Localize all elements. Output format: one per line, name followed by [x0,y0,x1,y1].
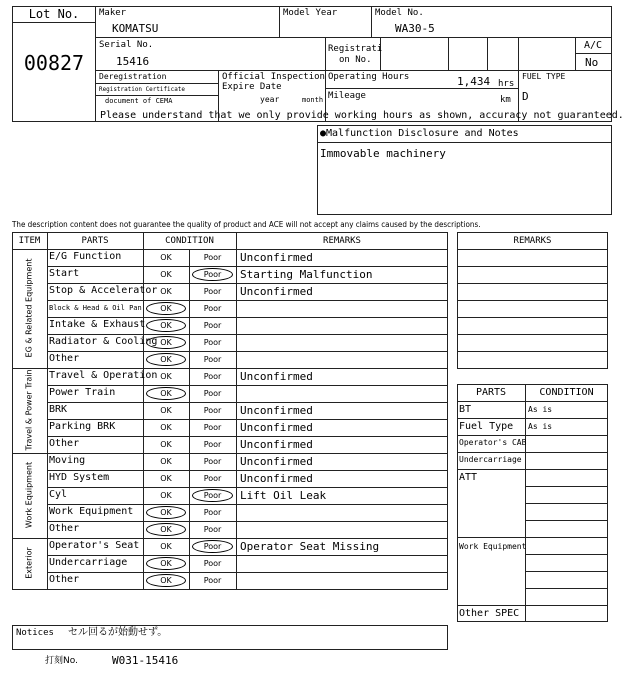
serial-no-label: Serial No. [99,40,154,50]
table-line [457,452,608,453]
table-line [47,470,448,471]
km-label: km [500,95,511,105]
ok-option: OK [160,253,172,262]
ok-option: OK [160,389,172,398]
group-label: EG & Related Equipment [24,258,34,357]
malfunction-text: Immovable machinery [320,147,446,160]
parts-header: PARTS [81,236,109,246]
poor-option: Poor [203,474,222,483]
remarks-text: Unconfirmed [240,472,313,485]
part-name: Parking BRK [49,421,116,432]
poor-option: Poor [203,389,222,398]
disclaimer: The description content does not guarantee the quality of product and ACE will not accept any claims caused by the descriptions. [12,220,481,229]
malfunction-title: ●Malfunction Disclosure and Notes [320,128,519,139]
table-line [525,554,608,555]
document-of-cema-label: document of CEMA [105,97,173,105]
ac-value: No [585,56,599,69]
engraving-value: W031-15416 [112,654,179,667]
table-line [47,300,448,301]
part-name: Travel & Operation [49,370,158,381]
mileage-label: Mileage [328,91,366,101]
part-name: Block & Head & Oil Pan [49,304,142,312]
ok-option: OK [160,270,172,279]
registration-certificate-label: Registration Certificate [99,85,185,93]
maker-label: Maker [99,8,127,18]
table-line [47,419,448,420]
table-line [47,266,448,267]
part-name: Intake & Exhaust [49,319,146,330]
pc-part-name: Other SPEC [459,608,520,619]
maker-value: KOMATSU [112,22,159,35]
remarks-text: Unconfirmed [240,438,313,451]
pc-part-name: ATT [459,472,478,483]
table-line [47,385,448,386]
ok-circle-mark [146,336,186,349]
table-line [457,351,608,352]
pc-part-name: Operator's CAB [459,438,527,447]
table-line [457,249,608,250]
part-name: Radiator & Cooling [49,336,158,347]
ok-option: OK [160,423,172,432]
table-line [47,487,448,488]
part-name: Moving [49,455,86,466]
ok-option: OK [160,304,172,313]
poor-option: Poor [203,491,222,500]
part-name: Cyl [49,489,68,500]
table-line [47,436,448,437]
fuel-type-value: D [522,90,529,103]
ok-option: OK [160,355,172,364]
working-hours-notice: Please understand that we only provide working hours as shown, accuracy not guaranteed. [100,110,624,121]
table-line [457,537,608,538]
poor-option: Poor [203,457,222,466]
remarks-text: Unconfirmed [240,251,313,264]
ok-option: OK [160,491,172,500]
part-name: Power Train [49,387,116,398]
table-line [525,588,608,589]
engraving-label: 打刻No. [45,656,78,666]
part-name: Operator's Seat [49,540,140,551]
table-line [47,402,448,403]
ok-option: OK [160,559,172,568]
poor-circle-mark [192,489,233,502]
notices-text: セル回るが始動せず。 [68,627,168,638]
ok-circle-mark [146,302,186,315]
remarks-text: Unconfirmed [240,370,313,383]
pc-condition-value: As is [528,422,553,431]
operating-hours-label: Operating Hours [328,72,410,82]
table-line [12,368,448,369]
registration-no-label-2: on No. [339,55,372,65]
table-line [457,334,608,335]
item-header: ITEM [18,236,41,246]
group-label: Work Equipment [24,461,34,528]
poor-option: Poor [203,423,222,432]
remarks-text: Starting Malfunction [240,268,373,281]
table-line [525,503,608,504]
part-name: BRK [49,404,68,415]
serial-no-value: 15416 [116,55,150,68]
poor-option: Poor [203,321,222,330]
poor-circle-mark [192,540,233,553]
ok-option: OK [160,321,172,330]
table-line [457,317,608,318]
month-label: month [302,96,324,104]
part-name: Other [49,574,80,585]
poor-option: Poor [203,338,222,347]
poor-option: Poor [203,525,222,534]
deregistration-label: Deregistration [99,72,167,81]
part-name: Undercarriage [49,557,128,568]
poor-option: Poor [203,372,222,381]
remarks-text: Unconfirmed [240,455,313,468]
poor-option: Poor [203,440,222,449]
ok-option: OK [160,542,172,551]
hrs-label: hrs [498,79,515,89]
lot-no: 00827 [23,51,85,75]
ok-option: OK [160,457,172,466]
notices-label: Notices [16,628,54,638]
poor-circle-mark [192,268,233,281]
poor-option: Poor [203,270,222,279]
table-line [47,555,448,556]
poor-option: Poor [203,576,222,585]
table-line [47,504,448,505]
poor-option: Poor [203,406,222,415]
pc-part-name: Undercarriage [459,455,522,464]
pc-parts-header: PARTS [475,387,507,398]
ok-option: OK [160,406,172,415]
poor-option: Poor [203,542,222,551]
poor-option: Poor [203,287,222,296]
ok-option: OK [160,372,172,381]
model-no-label: Model No. [375,8,424,18]
operating-hours-value: 1,434 [457,75,491,88]
ok-circle-mark [146,319,186,332]
right-remarks-header: REMARKS [513,236,552,246]
condition-header: CONDITION [165,236,214,246]
lot-no-label: Lot No. [28,7,80,21]
ok-circle-mark [146,557,186,570]
part-name: Work Equipment [49,506,134,517]
part-name: Other [49,438,80,449]
table-line [47,317,448,318]
ok-option: OK [160,287,172,296]
table-line [47,521,448,522]
ac-label: A/C [584,40,603,51]
ok-option: OK [160,508,172,517]
pc-part-name: Work Equipment [459,542,527,551]
remarks-text: Unconfirmed [240,421,313,434]
part-name: Other [49,523,80,534]
year-label: year [260,95,280,104]
table-line [525,520,608,521]
fuel-type-label: FUEL TYPE [522,72,566,81]
poor-option: Poor [203,253,222,262]
remarks-text: Operator Seat Missing [240,540,380,553]
table-line [457,266,608,267]
part-name: Other [49,353,80,364]
ok-circle-mark [146,574,186,587]
table-line [47,351,448,352]
ok-circle-mark [146,506,186,519]
table-line [457,605,608,606]
ok-option: OK [160,474,172,483]
group-label: Exterior [24,546,34,579]
remarks-text: Unconfirmed [240,285,313,298]
part-name: Start [49,268,80,279]
registration-no-label-1: Registrati [328,44,383,54]
ok-option: OK [160,525,172,534]
ok-circle-mark [146,353,186,366]
poor-option: Poor [203,304,222,313]
ok-option: OK [160,440,172,449]
pc-part-name: BT [459,404,472,415]
part-name: E/G Function [49,251,122,262]
table-line [236,232,237,590]
table-line [47,232,48,590]
pc-condition-header: CONDITION [539,387,594,398]
group-label: Travel & Power Train [24,368,34,451]
poor-option: Poor [203,508,222,517]
table-line [12,538,448,539]
table-line [457,469,608,470]
poor-option: Poor [203,355,222,364]
model-no-value: WA30-5 [395,22,435,35]
ok-option: OK [160,576,172,585]
table-line [457,283,608,284]
table-line [12,249,448,250]
official-inspection-label-1: Official Inspection [222,72,325,82]
table-line [12,453,448,454]
table-line [457,300,608,301]
poor-option: Poor [203,559,222,568]
table-line [457,418,608,419]
ok-circle-mark [146,387,186,400]
part-name: Stop & Accelerator [49,285,158,296]
table-line [47,572,448,573]
table-line [47,283,448,284]
official-inspection-label-2: Expire Date [222,82,282,92]
table-line [457,435,608,436]
ok-circle-mark [146,523,186,536]
part-name: HYD System [49,472,110,483]
ok-option: OK [160,338,172,347]
table-line [525,571,608,572]
remarks-text: Unconfirmed [240,404,313,417]
pc-condition-value: As is [528,405,553,414]
remarks-header: REMARKS [323,236,361,246]
pc-part-name: Fuel Type [459,421,514,432]
table-line [525,486,608,487]
model-year-label: Model Year [283,8,338,18]
remarks-text: Lift Oil Leak [240,489,327,502]
table-line [457,401,608,402]
table-line [47,334,448,335]
